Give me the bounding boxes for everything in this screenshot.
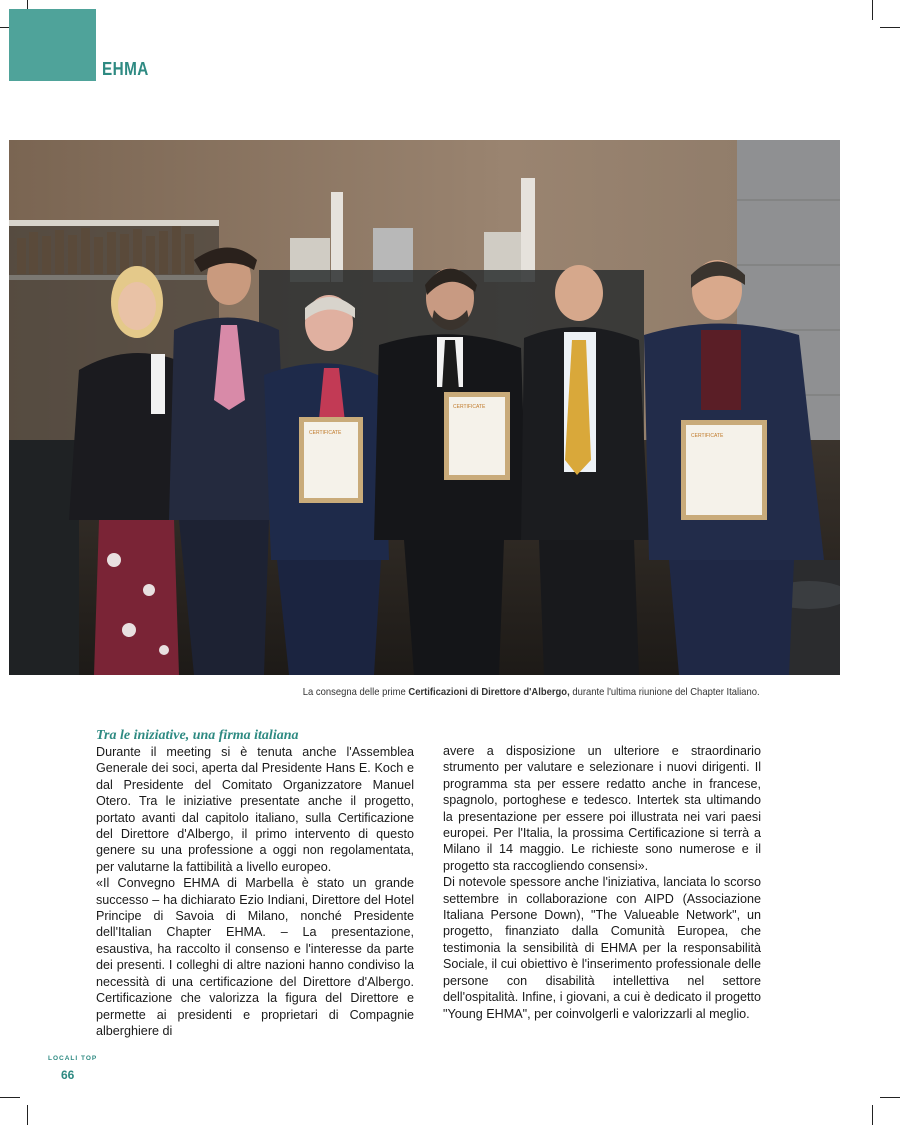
article-subhead: Tra le iniziative, una firma italiana xyxy=(96,728,299,743)
section-label: EHMA xyxy=(102,59,149,79)
caption-suffix: durante l'ultima riunione del Chapter Italiano. xyxy=(572,686,760,698)
article-column-right xyxy=(443,743,761,1022)
article-paragraph: avere a disposizione un ulteriore e straordinario strumento per valutare e selezionare i nuovi dirigenti. Il programma sta per essere redatto anche in francese, spagnolo, portoghese e tedesco. Intertek sta ultimando la presentazione per essere poi illustrata nei vari paesi europei. Per l'Italia, la prossima Certificazione si terrà a Milano il 14 maggio. Le richieste sono numerose e il progetto sta raccogliendo consensi». xyxy=(443,744,761,873)
article-paragraph: Durante il meeting si è tenuta anche l'Assemblea Generale dei soci, aperta dal Presidente Hans E. Koch e dal Presidente del Comitato Organizzatore Manuel Otero. Tra le iniziative presentate anche il progetto, portato avanti dal capitolo italiano, sulla Certificazione del Direttore d'Albergo, il primo intervento di questo genere su una professione a oggi non regolamentata, per valutarne la fattibilità a livello europeo. xyxy=(96,745,414,874)
certificate-label: CERTIFICATE xyxy=(453,404,486,410)
caption-prefix: La consegna delle prime xyxy=(303,686,407,698)
crop-mark xyxy=(872,0,873,20)
article-paragraph: «Il Convegno EHMA di Marbella è stato un grande successo – ha dichiarato Ezio Indiani, Direttore del Hotel Principe di Savoia di Milano, nonché Presidente dell'Italian Chapter EHMA. – La presentazione, esaustiva, ha raccolto il consenso e l'interesse da parte dei presenti. I colleghi di altre nazioni hanno condiviso la necessità di una certificazione del Direttore d'Albergo. Certificazione che valorizza la figura del Direttore e permette ai presidenti e proprietari di Compagnie alberghiere di xyxy=(96,876,414,1038)
section-color-block xyxy=(9,9,96,81)
crop-mark xyxy=(880,1097,900,1098)
certificate-label: CERTIFICATE xyxy=(691,433,724,439)
crop-mark xyxy=(880,27,900,28)
magazine-name: LOCALI TOP xyxy=(48,1055,98,1062)
crop-mark xyxy=(0,1097,20,1098)
group-photo xyxy=(9,140,840,675)
photo-caption xyxy=(303,686,760,698)
crop-mark xyxy=(872,1105,873,1125)
caption-bold: Certificazioni di Direttore d'Albergo, xyxy=(408,686,571,698)
article-paragraph: Di notevole spessore anche l'iniziativa, lanciata lo scorso settembre in collaborazione con AIPD (Associazione Italiana Persone Down), "The Valueable Network", un progetto, finanziato dalla Comunità Europea, che testimonia la sensibilità di EHMA per la responsabilità Sociale, il cui obiettivo è l'inserimento professionale delle persone con disabilità intellettiva nel settore dell'ospitalità. Infine, i giovani, a cui è dedicato il progetto "Young EHMA", per coinvolgerli e valorizzarli al meglio. xyxy=(443,875,761,1021)
article-column-left xyxy=(96,728,414,1039)
crop-mark xyxy=(27,1105,28,1125)
page-number: 66 xyxy=(61,1068,75,1082)
certificate-label: CERTIFICATE xyxy=(309,430,342,436)
